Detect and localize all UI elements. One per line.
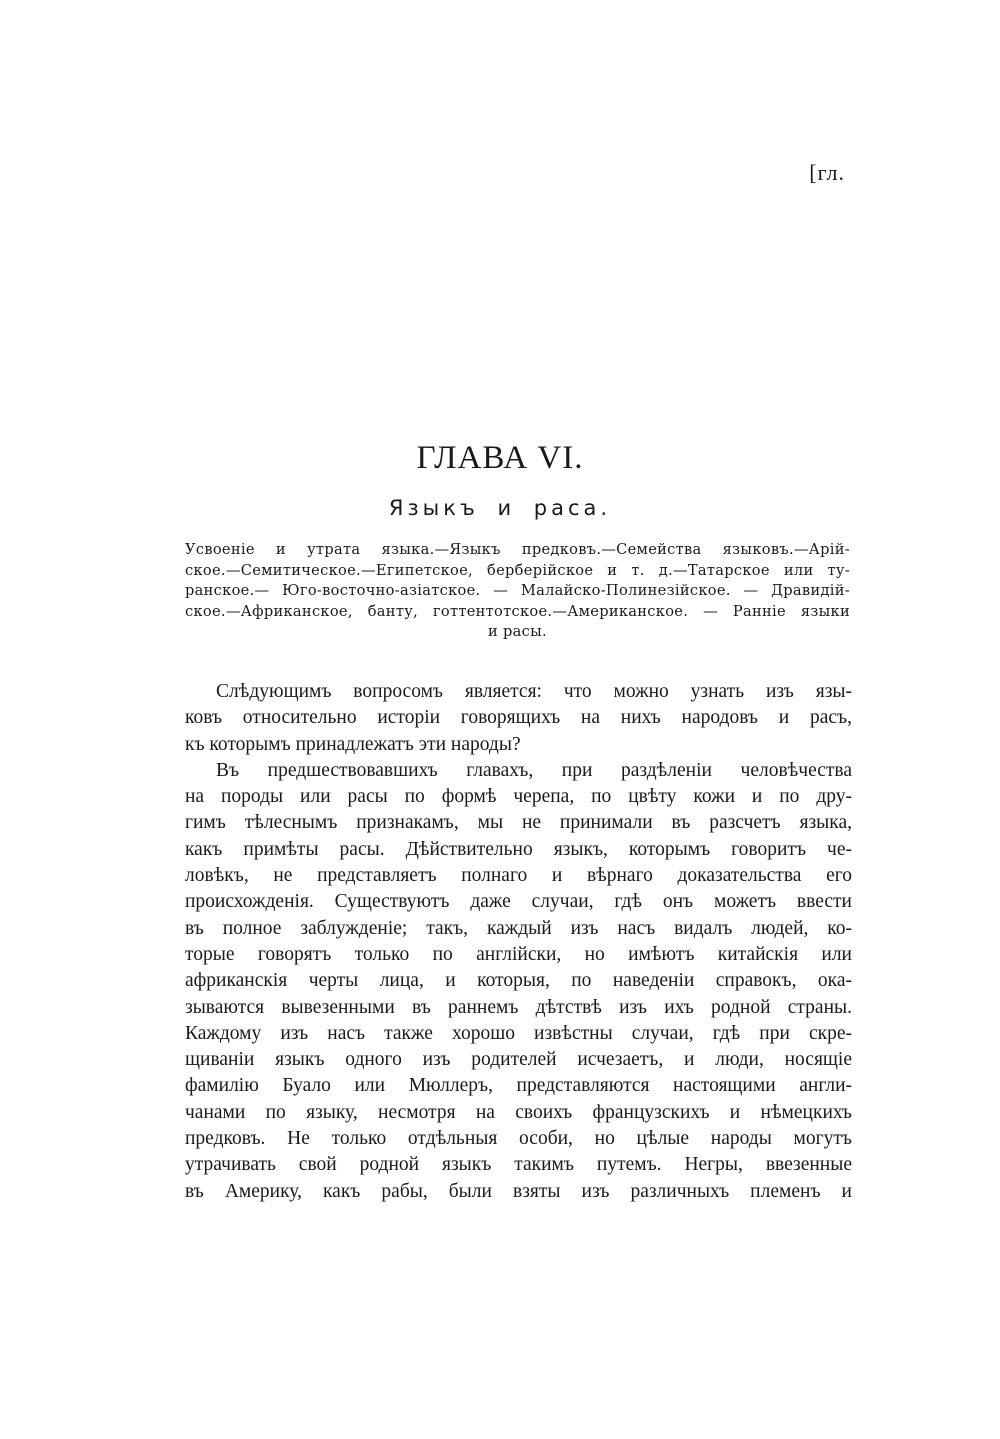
- paragraph-line: предковъ. Не только отдѣльныя особи, но цѣлые народы могутъ: [185, 1128, 852, 1150]
- paragraph-line: утрачивать свой родной языкъ такимъ путемъ. Негры, ввезенные: [185, 1154, 852, 1176]
- paragraph-line: гимъ тѣлеснымъ признакамъ, мы не принимали въ разсчетъ языка,: [185, 812, 852, 834]
- paragraph-line: ловѣкъ, не представляетъ полнаго и вѣрнаго доказательства его: [185, 865, 852, 887]
- paragraph-line: на породы или расы по формѣ черепа, по цвѣту кожи и по дру-: [185, 786, 852, 808]
- paragraph-line: въ Америку, какъ рабы, были взяты изъ различныхъ племенъ и: [185, 1180, 852, 1202]
- running-head: [гл.: [809, 160, 845, 185]
- chapter-summary: [185, 540, 850, 643]
- paragraph-line: въ полное заблужденіе; такъ, каждый изъ насъ видалъ людей, ко-: [185, 917, 852, 939]
- paragraph-line: происхожденія. Существуютъ даже случаи, гдѣ онъ можетъ ввести: [185, 891, 852, 913]
- paragraph-line: Слѣдующимъ вопросомъ является: что можно узнать изъ язы-: [216, 681, 852, 702]
- paragraph-line: щиваніи языкъ одного изъ родителей исчезаетъ, и люди, носящіе: [185, 1049, 852, 1071]
- paragraph-line: фамилію Буало или Мюллеръ, представляются настоящими англи-: [185, 1075, 852, 1097]
- summary-line: ское.—Семитическое.—Египетское, берберійское и т. д.—Татарское или ту-: [185, 561, 850, 579]
- summary-line: ское.—Африканское, банту, готтентотское.—Американское. — Ранніе языки: [185, 602, 850, 620]
- paragraph-line: къ которымъ принадлежатъ эти народы?: [185, 733, 521, 755]
- paragraph-line: ковъ относительно исторіи говорящихъ на нихъ народовъ и расъ,: [185, 707, 852, 729]
- body-text: [185, 679, 852, 1205]
- paragraph-line: торые говорятъ только по англійски, но имѣютъ китайскія или: [185, 943, 852, 965]
- paragraph-line: зываются вывезенными въ раннемъ дѣтствѣ изъ ихъ родной страны.: [185, 996, 852, 1018]
- summary-line: Усвоеніе и утрата языка.—Языкъ предковъ.—Семейства языковъ.—Арій-: [185, 541, 850, 558]
- chapter-subtitle: Языкъ и раса.: [388, 496, 612, 520]
- paragraph-line: африканскія черты лица, и которыя, по наведеніи справокъ, ока-: [185, 970, 852, 992]
- paragraph-line: Каждому изъ насъ также хорошо извѣстны случаи, гдѣ при скре-: [185, 1022, 852, 1044]
- paragraph-line: Въ предшествовавшихъ главахъ, при раздѣленіи человѣчества: [216, 759, 852, 781]
- paragraph-line: чанами по языку, несмотря на своихъ французскихъ и нѣмецкихъ: [185, 1101, 852, 1123]
- summary-line: и расы.: [488, 623, 547, 640]
- paragraph-line: какъ примѣты расы. Дѣйствительно языкъ, которымъ говоритъ че-: [185, 838, 852, 860]
- summary-line: ранское.— Юго-восточно-азіатское. — Малайско-Полинезійское. — Дравидій-: [185, 582, 850, 599]
- chapter-title: ГЛАВА VI.: [416, 440, 584, 476]
